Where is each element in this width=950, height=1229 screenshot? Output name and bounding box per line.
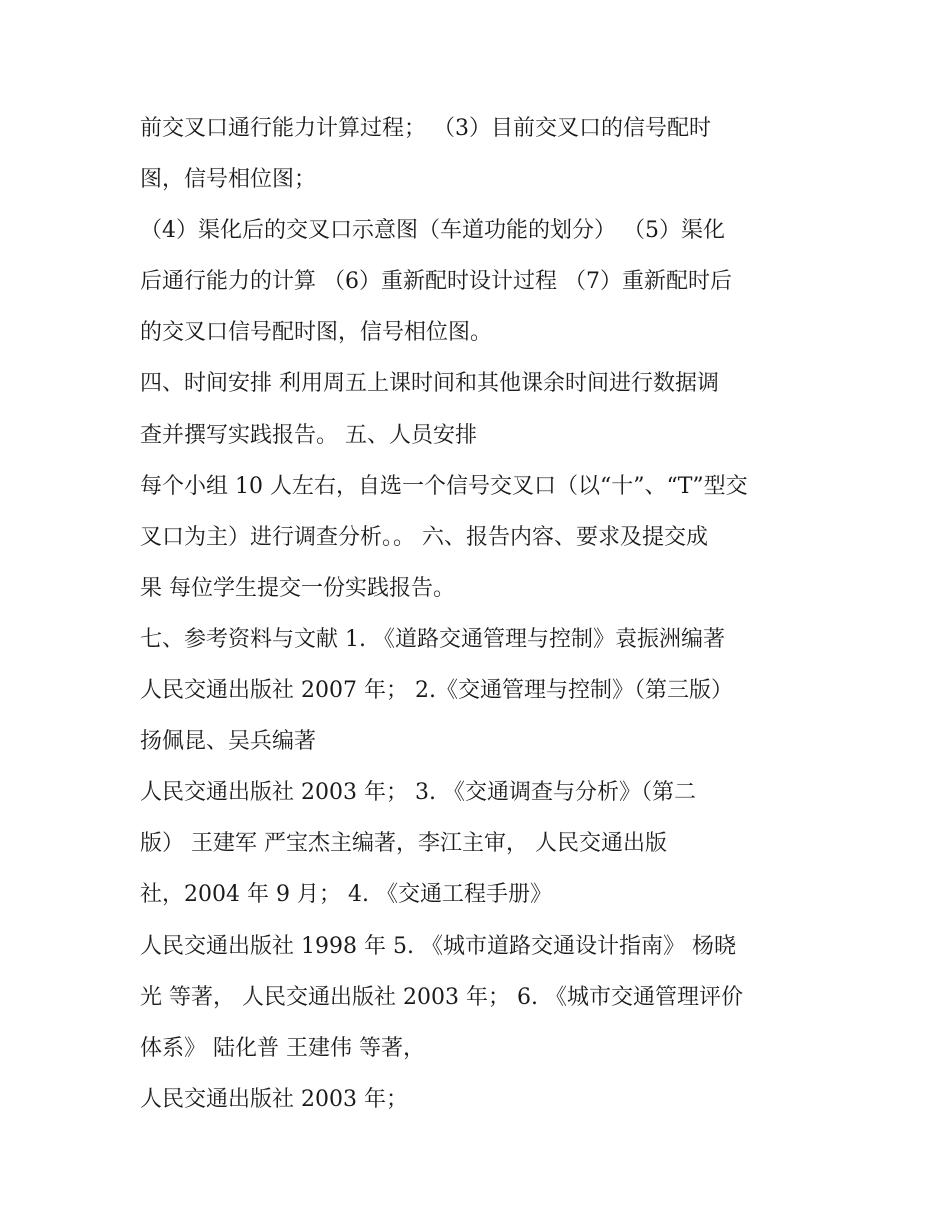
text-line: 的交叉口信号配时图，信号相位图。 [140,320,493,346]
text-line: 人民交通出版社 1998 年 5. 《城市道路交通设计指南》 杨晓 [140,933,736,959]
text-line: （4）渠化后的交叉口示意图（车道功能的划分） （5）渠化 [140,218,725,244]
text-line: 人民交通出版社 2003 年； [140,1086,408,1112]
text-line: 后通行能力的计算 （6）重新配时设计过程 （7）重新配时后 [140,269,732,295]
text-line: 查并撰写实践报告。 五、人员安排 [140,422,477,448]
text-line: 人民交通出版社 2007 年； 2.《交通管理与控制》（第三版） [140,678,733,704]
text-line: 人民交通出版社 2003 年； 3. 《交通调查与分析》（第二 [140,780,696,806]
text-line: 图，信号相位图； [140,167,317,193]
text-line: 前交叉口通行能力计算过程； （3）目前交叉口的信号配时 [140,116,711,141]
text-line: 体系》 陆化普 王建伟 等著， [140,1035,425,1061]
body-text [140,107,840,1129]
text-line: 七、参考资料与文献 1. 《道路交通管理与控制》袁振洲编著 [140,626,725,652]
text-line: 每个小组 10 人左右，自选一个信号交叉口（以“十”、“T”型交 [140,473,748,499]
text-line: 社，2004 年 9 月； 4. 《交通工程手册》 [140,882,552,908]
text-line: 四、时间安排 利用周五上课时间和其他课余时间进行数据调 [140,371,719,397]
text-line: 叉口为主）进行调查分析。。 六、报告内容、要求及提交成 [140,524,708,550]
text-line: 果 每位学生提交一份实践报告。 [140,575,455,601]
text-line: 光 等著， 人民交通出版社 2003 年； 6. 《城市交通管理评价 [140,984,743,1010]
text-line: 版） 王建军 严宝杰主编著，李江主审， 人民交通出版 [140,831,667,857]
text-line: 扬佩昆、吴兵编著 [140,729,317,755]
